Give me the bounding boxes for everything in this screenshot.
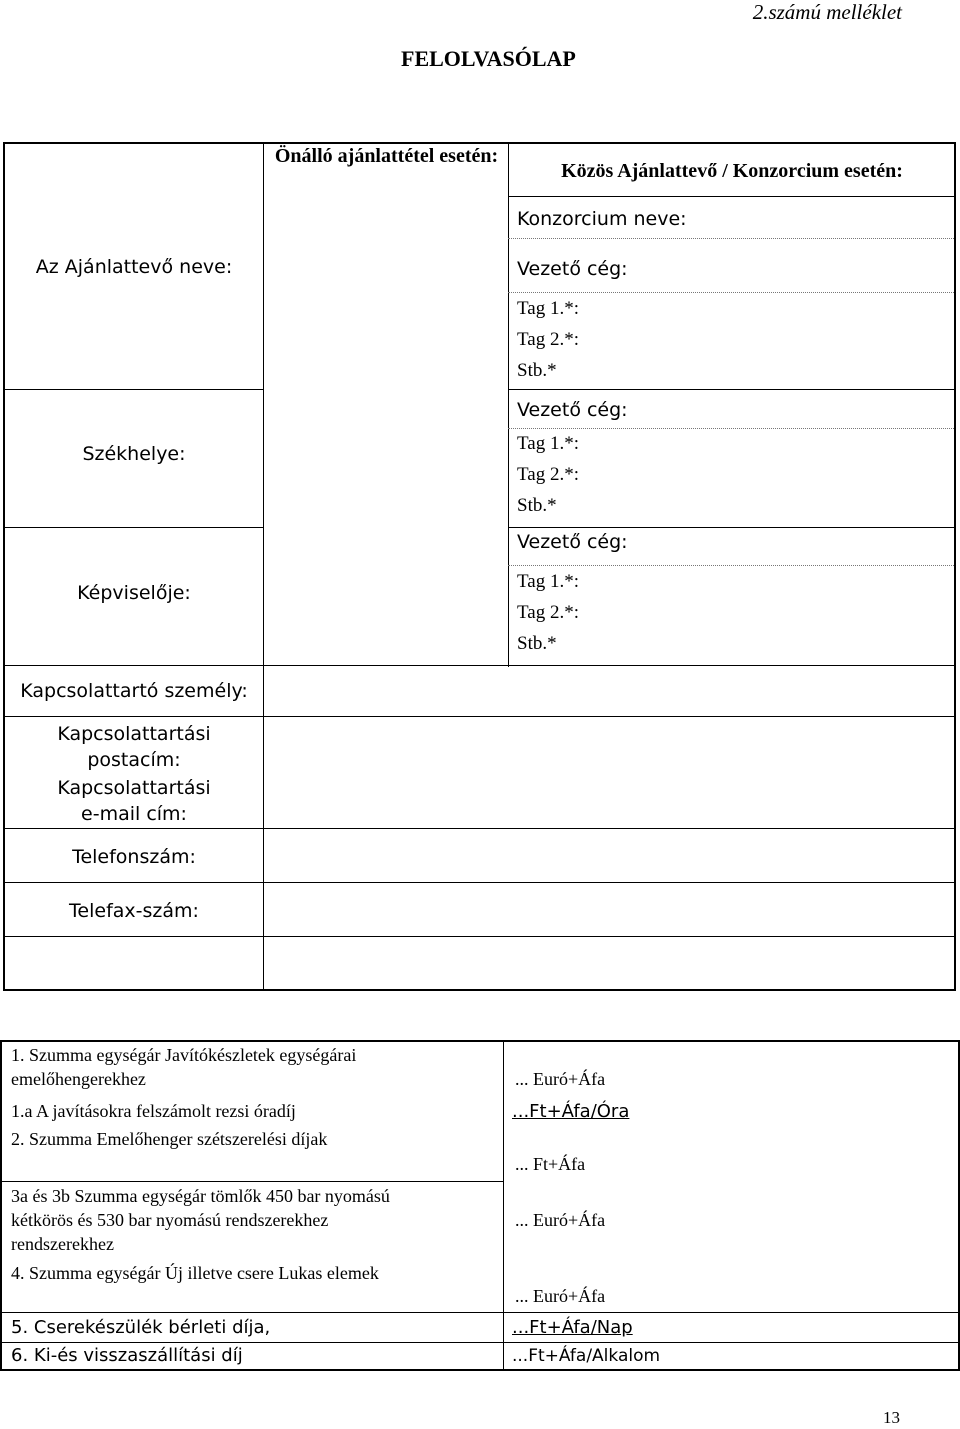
price-row-2-label: 2. Szumma Emelőhenger szétszerelési díjak	[11, 1129, 328, 1149]
price-row-2-value: ... Ft+Áfa	[515, 1154, 586, 1174]
member-list-2: Tag 1.*: Tag 2.*: Stb.*	[517, 433, 579, 516]
email-address-label: Kapcsolattartási e-mail cím:	[57, 777, 211, 825]
price-row-6-label: 6. Ki-és visszaszállítási díj	[11, 1345, 243, 1366]
single-bidder-header: Önálló ajánlattétel esetén:	[274, 145, 499, 167]
lead-company-label-2: Vezető cég:	[517, 399, 628, 421]
fax-label: Telefax-szám:	[69, 900, 199, 922]
contact-person-label: Kapcsolattartó személy:	[20, 680, 248, 702]
price-row-1a-value: ...Ft+Áfa/Óra	[512, 1101, 630, 1122]
member-list-3: Tag 1.*: Tag 2.*: Stb.*	[517, 571, 579, 654]
price-row-1-label: 1. Szumma egységár Javítókészletek egységárai emelőhengerekhez	[11, 1045, 357, 1089]
joint-bidder-header: Közös Ajánlattevő / Konzorcium esetén:	[561, 160, 903, 182]
bidder-name-label: Az Ajánlattevő neve:	[35, 256, 233, 278]
postal-address-label: Kapcsolattartási postacím:	[57, 723, 211, 771]
lead-company-label-1: Vezető cég:	[517, 258, 628, 280]
consortium-name-label: Konzorcium neve:	[517, 208, 687, 230]
price-row-3-label: 3a és 3b Szumma egységár tömlők 450 bar nyomású kétkörös és 530 bar nyomású rendszerekhez rendszerekhez	[11, 1186, 390, 1254]
lead-company-label-3: Vezető cég:	[517, 531, 628, 553]
price-row-1a-label: 1.a A javításokra felszámolt rezsi óradíj	[11, 1101, 296, 1121]
price-row-5-label: 5. Cserekészülék bérleti díja,	[11, 1317, 271, 1338]
page-number: 13	[883, 1408, 900, 1427]
price-row-5-value: ...Ft+Áfa/Nap	[512, 1317, 633, 1338]
price-row-6-value: ...Ft+Áfa/Alkalom	[512, 1346, 661, 1366]
representative-label: Képviselője:	[77, 582, 191, 604]
page-title: FELOLVASÓLAP	[401, 46, 576, 71]
seat-label: Székhelye:	[82, 443, 186, 465]
phone-label: Telefonszám:	[72, 846, 196, 868]
annex-label: 2.számú melléklet	[752, 0, 902, 24]
price-row-4-label: 4. Szumma egységár Új illetve csere Lukas elemek	[11, 1263, 379, 1283]
price-row-3-value: ... Euró+Áfa	[515, 1210, 606, 1230]
price-row-1-value: ... Euró+Áfa	[515, 1069, 606, 1089]
price-row-4-value: ... Euró+Áfa	[515, 1286, 606, 1306]
member-list-1: Tag 1.*: Tag 2.*: Stb.*	[517, 298, 579, 381]
